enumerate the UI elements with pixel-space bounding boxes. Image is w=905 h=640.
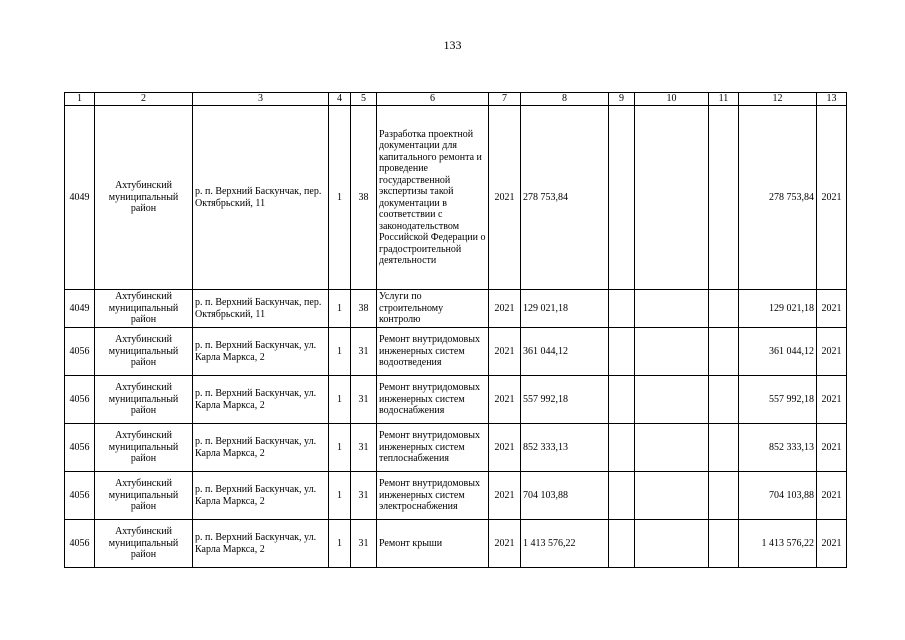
cell-municipality: Ахтубинский муниципальный район <box>95 290 193 328</box>
cell-col10 <box>635 290 709 328</box>
cell-municipality: Ахтубинский муниципальный район <box>95 376 193 424</box>
cell-code: 38 <box>351 106 377 290</box>
column-header: 13 <box>817 93 847 106</box>
cell-col9 <box>609 424 635 472</box>
cell-count: 1 <box>329 328 351 376</box>
cell-total: 557 992,18 <box>739 376 817 424</box>
cell-code: 38 <box>351 290 377 328</box>
cell-municipality: Ахтубинский муниципальный район <box>95 328 193 376</box>
cell-work-type: Ремонт внутридомовых инженерных систем водоснабжения <box>377 376 489 424</box>
cell-year: 2021 <box>489 472 521 520</box>
cell-plan-year: 2021 <box>817 376 847 424</box>
cell-address: р. п. Верхний Баскунчак, ул. Карла Маркса, 2 <box>193 520 329 568</box>
cell-house-id: 4049 <box>65 290 95 328</box>
cell-total: 1 413 576,22 <box>739 520 817 568</box>
cell-cost: 278 753,84 <box>521 106 609 290</box>
cell-col10 <box>635 376 709 424</box>
cell-address: р. п. Верхний Баскунчак, ул. Карла Маркса, 2 <box>193 472 329 520</box>
cell-plan-year: 2021 <box>817 472 847 520</box>
cell-year: 2021 <box>489 106 521 290</box>
table-row <box>65 520 847 568</box>
cell-count: 1 <box>329 106 351 290</box>
column-header: 9 <box>609 93 635 106</box>
cell-count: 1 <box>329 376 351 424</box>
cell-col9 <box>609 520 635 568</box>
cell-cost: 704 103,88 <box>521 472 609 520</box>
cell-address: р. п. Верхний Баскунчак, ул. Карла Маркса, 2 <box>193 328 329 376</box>
table-row <box>65 424 847 472</box>
cell-col11 <box>709 328 739 376</box>
table-row <box>65 290 847 328</box>
cell-plan-year: 2021 <box>817 520 847 568</box>
cell-cost: 1 413 576,22 <box>521 520 609 568</box>
cell-address: р. п. Верхний Баскунчак, ул. Карла Маркса, 2 <box>193 376 329 424</box>
cell-col11 <box>709 290 739 328</box>
column-header: 5 <box>351 93 377 106</box>
cell-total: 129 021,18 <box>739 290 817 328</box>
cell-house-id: 4056 <box>65 472 95 520</box>
column-header: 3 <box>193 93 329 106</box>
table-row <box>65 106 847 290</box>
cell-col11 <box>709 106 739 290</box>
cell-plan-year: 2021 <box>817 328 847 376</box>
cell-year: 2021 <box>489 520 521 568</box>
cell-work-type: Ремонт внутридомовых инженерных систем теплоснабжения <box>377 424 489 472</box>
cell-count: 1 <box>329 520 351 568</box>
cell-total: 278 753,84 <box>739 106 817 290</box>
cell-code: 31 <box>351 424 377 472</box>
cell-col9 <box>609 328 635 376</box>
cell-col11 <box>709 520 739 568</box>
cell-col9 <box>609 290 635 328</box>
cell-year: 2021 <box>489 376 521 424</box>
column-header: 10 <box>635 93 709 106</box>
cell-work-type: Разработка проектной документации для капитального ремонта и проведение государственной экспертизы такой документации в соответствии с законодательством Российской Федерации о градостроительной деятельности <box>377 106 489 290</box>
cell-house-id: 4056 <box>65 520 95 568</box>
cell-cost: 361 044,12 <box>521 328 609 376</box>
column-header: 1 <box>65 93 95 106</box>
table-row <box>65 328 847 376</box>
table-body <box>65 106 847 568</box>
column-header: 8 <box>521 93 609 106</box>
cell-year: 2021 <box>489 328 521 376</box>
column-header: 12 <box>739 93 817 106</box>
cell-code: 31 <box>351 520 377 568</box>
cell-work-type: Ремонт внутридомовых инженерных систем электроснабжения <box>377 472 489 520</box>
cell-col10 <box>635 520 709 568</box>
cell-count: 1 <box>329 424 351 472</box>
cell-total: 704 103,88 <box>739 472 817 520</box>
cell-address: р. п. Верхний Баскунчак, пер. Октябрьский, 11 <box>193 106 329 290</box>
cell-work-type: Услуги по строительному контролю <box>377 290 489 328</box>
table-row <box>65 376 847 424</box>
cell-col10 <box>635 472 709 520</box>
cell-year: 2021 <box>489 424 521 472</box>
cell-plan-year: 2021 <box>817 290 847 328</box>
column-header: 7 <box>489 93 521 106</box>
cell-plan-year: 2021 <box>817 106 847 290</box>
table-row <box>65 472 847 520</box>
cell-col9 <box>609 106 635 290</box>
cell-plan-year: 2021 <box>817 424 847 472</box>
cell-col9 <box>609 376 635 424</box>
cell-total: 852 333,13 <box>739 424 817 472</box>
cell-col11 <box>709 376 739 424</box>
column-number-row <box>65 93 847 106</box>
cell-house-id: 4056 <box>65 376 95 424</box>
cell-code: 31 <box>351 376 377 424</box>
cell-total: 361 044,12 <box>739 328 817 376</box>
cell-address: р. п. Верхний Баскунчак, пер. Октябрьский, 11 <box>193 290 329 328</box>
cell-col11 <box>709 472 739 520</box>
column-header: 6 <box>377 93 489 106</box>
cell-work-type: Ремонт внутридомовых инженерных систем водоотведения <box>377 328 489 376</box>
column-header: 11 <box>709 93 739 106</box>
page-number: 133 <box>443 38 462 52</box>
cell-cost: 129 021,18 <box>521 290 609 328</box>
cell-address: р. п. Верхний Баскунчак, ул. Карла Маркса, 2 <box>193 424 329 472</box>
cell-house-id: 4056 <box>65 424 95 472</box>
cell-col10 <box>635 328 709 376</box>
repair-program-table <box>64 92 847 568</box>
cell-work-type: Ремонт крыши <box>377 520 489 568</box>
cell-cost: 852 333,13 <box>521 424 609 472</box>
cell-count: 1 <box>329 290 351 328</box>
column-header: 4 <box>329 93 351 106</box>
cell-house-id: 4049 <box>65 106 95 290</box>
cell-municipality: Ахтубинский муниципальный район <box>95 520 193 568</box>
cell-col11 <box>709 424 739 472</box>
cell-year: 2021 <box>489 290 521 328</box>
cell-code: 31 <box>351 328 377 376</box>
cell-col10 <box>635 106 709 290</box>
cell-house-id: 4056 <box>65 328 95 376</box>
cell-count: 1 <box>329 472 351 520</box>
cell-col10 <box>635 424 709 472</box>
cell-municipality: Ахтубинский муниципальный район <box>95 424 193 472</box>
cell-municipality: Ахтубинский муниципальный район <box>95 106 193 290</box>
column-header: 2 <box>95 93 193 106</box>
cell-municipality: Ахтубинский муниципальный район <box>95 472 193 520</box>
cell-cost: 557 992,18 <box>521 376 609 424</box>
cell-code: 31 <box>351 472 377 520</box>
cell-col9 <box>609 472 635 520</box>
